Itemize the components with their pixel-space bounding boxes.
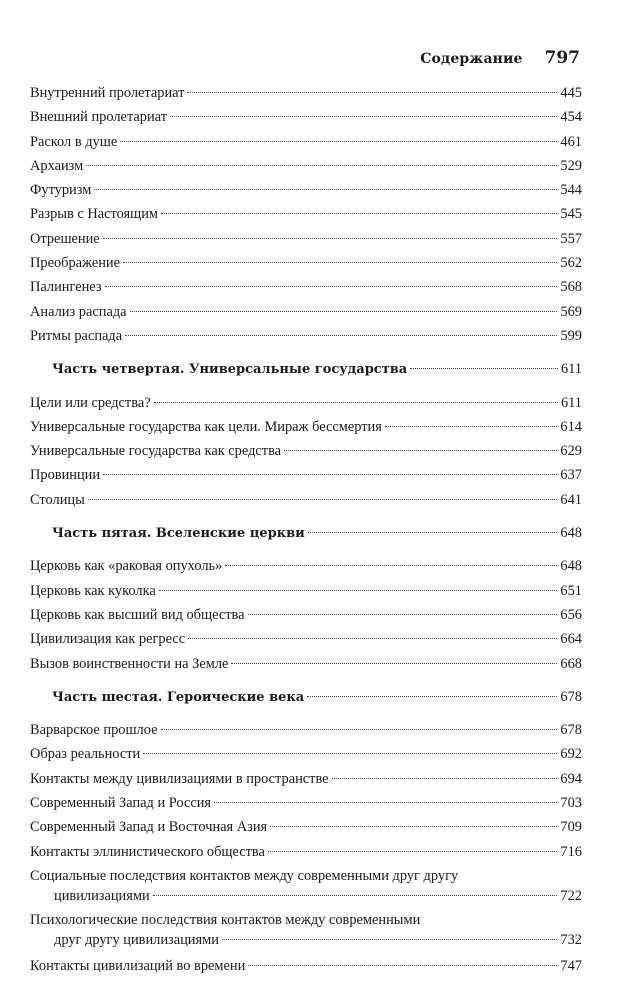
toc-entry-title: Цивилизация как регресс — [30, 631, 186, 648]
dot-leader — [154, 402, 558, 403]
dot-leader — [270, 826, 557, 827]
toc-entry-page: 637 — [560, 467, 582, 484]
toc-entry-title: Универсальные государства как средства — [30, 443, 282, 460]
toc-entry-page: 569 — [560, 303, 582, 320]
dot-leader — [187, 92, 557, 93]
toc-entry-page: 678 — [560, 722, 582, 739]
dot-leader — [125, 335, 557, 336]
toc-entry-title: Преображение — [30, 255, 121, 272]
toc-entry-title: Анализ распада — [30, 303, 127, 320]
toc-entry-title: Современный Запад и Восточная Азия — [30, 819, 268, 836]
toc-entry-title: Контакты между цивилизациями в пространстве — [30, 770, 329, 787]
toc-entry-page: 557 — [560, 230, 582, 247]
dot-leader — [161, 729, 558, 730]
section-spacer — [30, 348, 582, 357]
toc-entry[interactable] — [30, 767, 582, 791]
toc-entry[interactable] — [30, 202, 582, 226]
toc-entry-title: Архаизм — [30, 157, 84, 174]
toc-part-heading[interactable] — [30, 357, 582, 381]
toc-entry-title: Раскол в душе — [30, 133, 118, 150]
dot-leader — [188, 638, 557, 639]
toc-part-heading[interactable] — [30, 685, 582, 709]
toc-entry[interactable] — [30, 300, 582, 324]
toc-entry-title: Внешний пролетариат — [30, 109, 167, 126]
section-spacer — [30, 676, 582, 685]
dot-leader — [88, 499, 558, 500]
dot-leader — [268, 851, 557, 852]
toc-entry-title-line2-row — [30, 886, 582, 906]
toc-entry[interactable] — [30, 742, 582, 766]
dot-leader — [231, 663, 557, 664]
dot-leader — [284, 450, 557, 451]
toc-entry[interactable] — [30, 105, 582, 129]
toc-entry-title: Отрешение — [30, 230, 100, 247]
toc-entry[interactable] — [30, 488, 582, 512]
toc-entry[interactable] — [30, 579, 582, 603]
section-spacer — [30, 545, 582, 554]
dot-leader — [120, 141, 557, 142]
toc-entry-page: 461 — [560, 133, 582, 150]
toc-entry-title-line1: Социальные последствия контактов между современными друг другу — [30, 867, 459, 884]
toc-entry-title: Внутренний пролетариат — [30, 85, 185, 101]
dot-leader — [225, 565, 557, 566]
dot-leader — [159, 590, 558, 591]
toc-entry-page: 629 — [560, 443, 582, 460]
toc-entry[interactable] — [30, 81, 582, 105]
toc-entry-title: Палингенез — [30, 279, 102, 296]
toc-entry-title: Варварское прошлое — [30, 722, 158, 739]
toc-entry[interactable] — [30, 652, 582, 676]
dot-leader — [161, 213, 557, 214]
section-spacer — [30, 709, 582, 718]
toc-entry-page: 545 — [560, 206, 582, 223]
toc-entry[interactable] — [30, 154, 582, 178]
toc-entry-page: 562 — [560, 255, 582, 272]
toc-entry-page: 641 — [560, 491, 582, 508]
toc-entry-page: 568 — [560, 279, 582, 296]
toc-entry-page: 716 — [560, 843, 582, 860]
toc-entry-page: 529 — [560, 157, 582, 174]
toc-entry[interactable] — [30, 791, 582, 815]
toc-entry-title: Контакты цивилизаций во времени — [30, 957, 246, 974]
toc-entry-page: 611 — [560, 394, 582, 411]
toc-entry[interactable] — [30, 178, 582, 202]
dot-leader — [307, 696, 557, 697]
dot-leader — [214, 802, 557, 803]
toc-entry-page: 599 — [560, 327, 582, 344]
toc-entry-page: 692 — [560, 746, 582, 763]
toc-entry-page: 614 — [560, 418, 582, 435]
toc-entry-title: Современный Запад и Россия — [30, 795, 212, 812]
toc-entry-page: 648 — [560, 525, 582, 542]
toc-entry-title: Вызов воинственности на Земле — [30, 655, 229, 672]
toc-entry[interactable] — [30, 324, 582, 348]
toc-entry[interactable] — [30, 627, 582, 651]
toc-part-title: Часть четвертая. Универсальные государства — [52, 362, 408, 378]
toc-part-title: Часть шестая. Героические века — [52, 689, 305, 705]
toc-part-heading[interactable] — [30, 521, 582, 545]
toc-entry-page: 648 — [560, 558, 582, 575]
toc-entry-page: 445 — [560, 85, 582, 101]
dot-leader — [308, 532, 558, 533]
toc-entry-page: 668 — [560, 655, 582, 672]
toc-entry-title: Церковь как высший вид общества — [30, 606, 245, 623]
section-spacer — [30, 382, 582, 391]
toc-entry-title: Столицы — [30, 491, 85, 508]
toc-entry[interactable] — [30, 718, 582, 742]
toc-entry-title: Образ реальности — [30, 746, 141, 763]
running-header — [420, 48, 580, 68]
toc-entry-title: Цели или средства? — [30, 394, 151, 411]
toc-entry-title: Ритмы распада — [30, 327, 123, 344]
dot-leader — [94, 189, 557, 190]
dot-leader — [103, 238, 558, 239]
dot-leader — [105, 286, 558, 287]
toc-entry[interactable] — [30, 463, 582, 487]
dot-leader — [143, 753, 557, 754]
toc-entry-title: Универсальные государства как цели. Мираж бессмертия — [30, 418, 382, 435]
dot-leader — [248, 965, 557, 966]
toc-entry[interactable] — [30, 227, 582, 251]
toc-entry[interactable] — [30, 603, 582, 627]
toc-entry[interactable] — [30, 954, 582, 978]
toc-entry[interactable] — [30, 439, 582, 463]
toc-entry-page: 454 — [560, 109, 582, 126]
toc-entry[interactable] — [30, 391, 582, 415]
toc-entry-title-line2-row — [30, 930, 582, 950]
toc-entry-multiline[interactable] — [30, 866, 582, 906]
toc-entry-page: 664 — [560, 631, 582, 648]
toc-entry[interactable] — [30, 415, 582, 439]
dot-leader — [332, 778, 558, 779]
dot-leader — [248, 614, 558, 615]
dot-leader — [123, 262, 557, 263]
toc-entry-title: Церковь как куколка — [30, 582, 156, 599]
toc-entry-page: 611 — [560, 361, 582, 378]
toc-entry-title-line2: цивилизациями — [54, 887, 150, 904]
toc-entry-multiline[interactable] — [30, 910, 582, 950]
toc-entry[interactable] — [30, 275, 582, 299]
dot-leader — [86, 165, 557, 166]
dot-leader — [103, 474, 557, 475]
page-number: 797 — [544, 48, 580, 68]
toc-entry-page: 544 — [560, 182, 582, 199]
toc-entry-page: 656 — [560, 606, 582, 623]
toc-entry[interactable] — [30, 815, 582, 839]
toc-entry-title: Разрыв с Настоящим — [30, 206, 159, 223]
toc-entry-page: 722 — [560, 887, 582, 904]
toc-entry[interactable] — [30, 840, 582, 864]
toc-entry[interactable] — [30, 251, 582, 275]
toc-entry-title: Провинции — [30, 467, 101, 484]
toc-entry-page: 651 — [560, 582, 582, 599]
dot-leader — [153, 895, 558, 896]
dot-leader — [170, 116, 557, 117]
header-title: Содержание — [420, 51, 523, 67]
dot-leader — [385, 426, 558, 427]
toc-entry-page: 678 — [560, 688, 582, 705]
toc-entry-title: Контакты эллинистического общества — [30, 843, 265, 860]
toc-entry-page: 703 — [560, 795, 582, 812]
toc-entry-page: 732 — [560, 931, 582, 948]
toc-entry-title: Церковь как «раковая опухоль» — [30, 558, 223, 575]
toc-entry-title-line2: друг другу цивилизациями — [54, 931, 219, 948]
toc-entry-page: 709 — [560, 819, 582, 836]
toc-entry-page: 747 — [560, 957, 582, 974]
dot-leader — [410, 368, 558, 369]
toc-entry[interactable] — [30, 554, 582, 578]
table-of-contents — [30, 81, 582, 978]
dot-leader — [130, 311, 558, 312]
toc-entry[interactable] — [30, 130, 582, 154]
toc-entry-title-line1: Психологические последствия контактов между современными — [30, 911, 421, 928]
section-spacer — [30, 512, 582, 521]
toc-entry-page: 694 — [560, 770, 582, 787]
toc-part-title: Часть пятая. Вселенские церкви — [52, 526, 305, 542]
toc-entry-title: Футуризм — [30, 182, 92, 199]
dot-leader — [222, 939, 557, 940]
